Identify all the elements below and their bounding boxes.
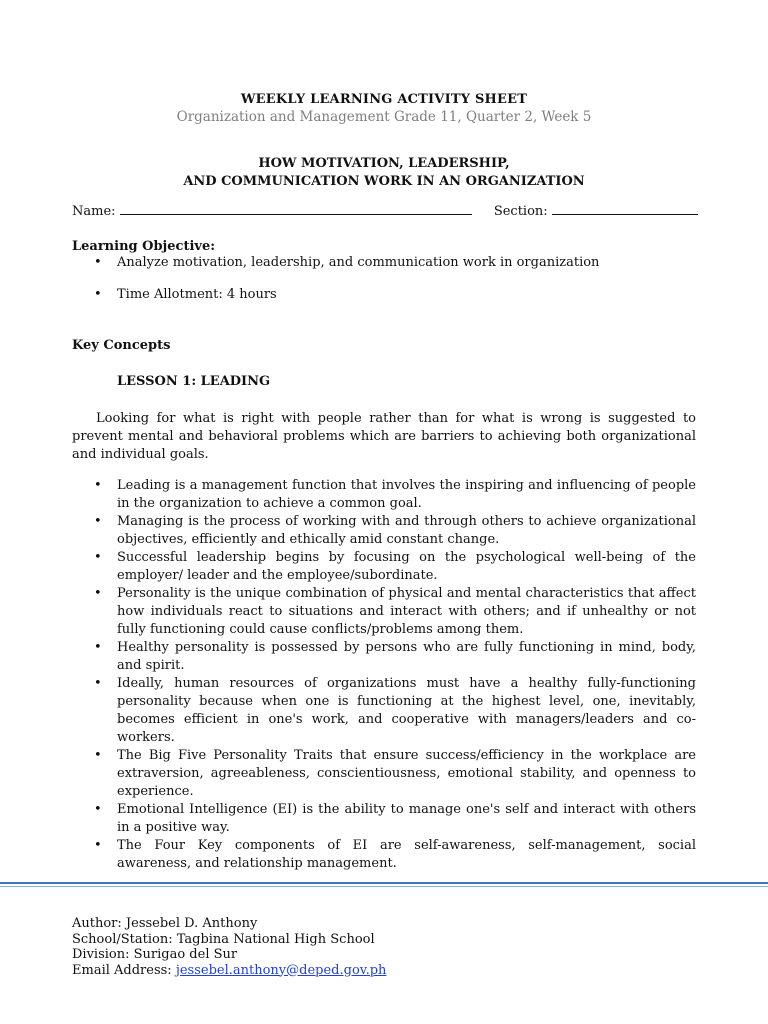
list-item: • Ideally, human resources of organizations must have a healthy fully-functioning personality because when one is functioning at the highest level, one, inevitably, becomes efficient in one's work, and cooperative with managers/leaders and co-workers.: [94, 676, 696, 745]
bullet-icon: •: [94, 287, 102, 302]
sheet-subtitle: Organization and Management Grade 11, Quarter 2, Week 5: [176, 109, 592, 125]
topic-title: [0, 155, 768, 191]
list-item: • Leading is a management function that involves the inspiring and influencing of people in the organization to achieve a common goal.: [94, 478, 696, 511]
list-item: • Healthy personality is possessed by persons who are fully functioning in mind, body, and spirit.: [94, 640, 696, 673]
bullet-icon: •: [94, 748, 102, 763]
list-item: • The Four Key components of EI are self-awareness, self-management, social awareness, and relationship management.: [94, 838, 696, 871]
list-item: • Personality is the unique combination of physical and mental characteristics that affect how individuals react to situations and interact with others; and if unhealthy or not fully functioning could cause conflicts/problems among them.: [94, 586, 696, 637]
bullet-icon: •: [94, 640, 102, 655]
topic-title-line1: HOW MOTIVATION, LEADERSHIP,: [258, 156, 510, 171]
author-footer: [72, 916, 386, 978]
name-field[interactable]: [120, 202, 472, 215]
sheet-title: WEEKLY LEARNING ACTIVITY SHEET: [240, 92, 528, 107]
bullet-icon: •: [94, 802, 102, 817]
list-item: • The Big Five Personality Traits that ensure success/efficiency in the workplace are extraversion, agreeableness, conscientiousness, emotional stability, and openness to experience.: [94, 748, 696, 799]
bullet-icon: •: [94, 838, 102, 853]
author-line: Author: Jessebel D. Anthony: [72, 916, 258, 931]
bullet-icon: •: [94, 255, 102, 270]
list-item: • Managing is the process of working with and through others to achieve organizational objectives, efficiently and ethically amid constant change.: [94, 514, 696, 547]
lesson-heading: LESSON 1: LEADING: [117, 374, 271, 389]
bullet-icon: •: [94, 676, 102, 691]
objective-item: • Time Allotment: 4 hours: [94, 287, 277, 302]
bullet-icon: •: [94, 514, 102, 529]
time-allotment-list: [72, 286, 702, 304]
key-concepts-heading: Key Concepts: [72, 338, 171, 353]
section-label: Section:: [493, 204, 548, 219]
school-line: School/Station: Tagbina National High School: [72, 931, 375, 947]
objective-item: • Analyze motivation, leadership, and communication work in organization: [94, 255, 600, 270]
topic-title-line2: AND COMMUNICATION WORK IN AN ORGANIZATION: [183, 174, 585, 189]
division-line: Division: Surigao del Sur: [72, 947, 238, 962]
name-label: Name:: [72, 204, 116, 219]
footer-divider-thin: [0, 886, 768, 887]
section-field[interactable]: [552, 202, 698, 215]
key-concepts-list: [72, 477, 696, 873]
footer-divider: [0, 882, 768, 884]
list-item: • Successful leadership begins by focusing on the psychological well-being of the employer/ leader and the employee/subordinate.: [94, 550, 696, 583]
bullet-icon: •: [94, 550, 102, 565]
email-line: [72, 963, 386, 979]
name-section-row: [72, 202, 702, 219]
bullet-icon: •: [94, 478, 102, 493]
email-link[interactable]: jessebel.anthony@deped.gov.ph: [175, 962, 387, 978]
email-label: Email Address:: [72, 962, 176, 978]
list-item: • Emotional Intelligence (EI) is the ability to manage one's self and interact with others in a positive way.: [94, 802, 696, 835]
objective-list: [72, 254, 702, 272]
learning-objective-heading: Learning Objective:: [72, 239, 216, 254]
bullet-icon: •: [94, 586, 102, 601]
intro-paragraph: Looking for what is right with people rather than for what is wrong is suggested to prevent mental and behavioral problems which are barriers to achieving both organizational and individual goals.: [72, 411, 696, 462]
